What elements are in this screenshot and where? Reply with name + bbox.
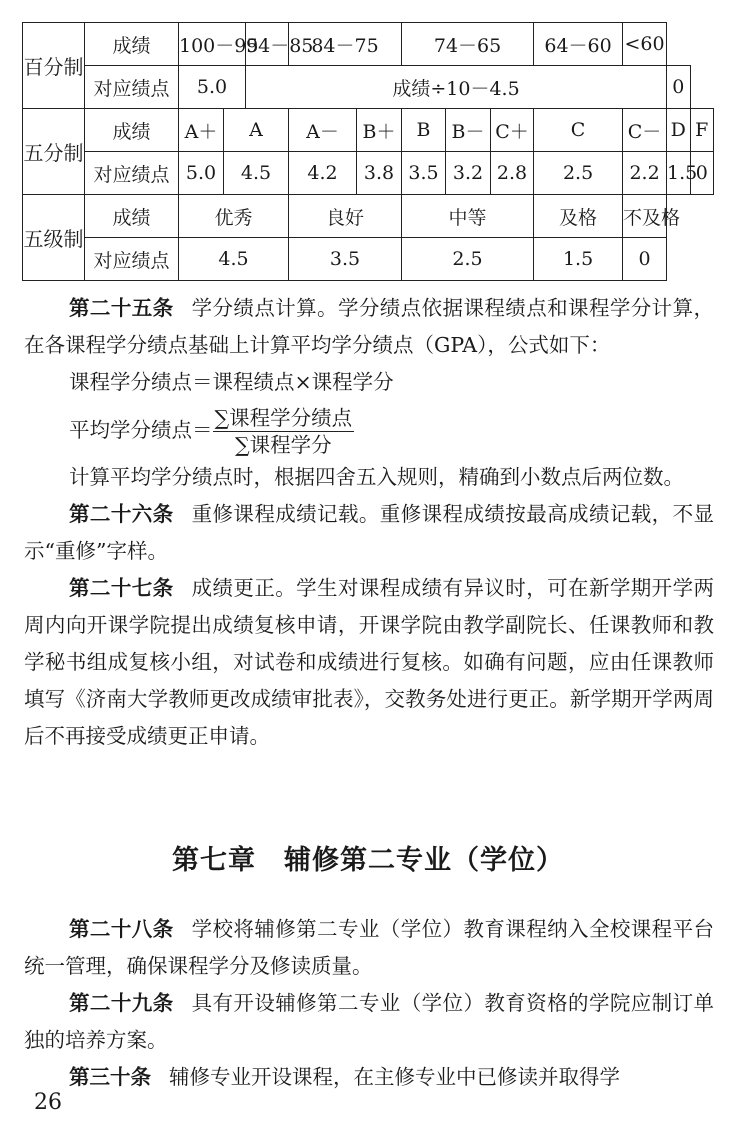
fraction-numerator: ∑课程学分绩点 bbox=[214, 406, 353, 430]
gpa-value: 0 bbox=[667, 66, 690, 109]
grade-cell: A＋ bbox=[179, 109, 224, 152]
score-label: 成绩 bbox=[85, 195, 179, 238]
article-body: 具有开设辅修第二专业（学位）教育资格的学院应制订单独的培养方案。 bbox=[24, 991, 715, 1052]
grade-cell: C bbox=[534, 109, 623, 152]
article-25-note: 计算平均学分绩点时，根据四舍五入规则，精确到小数点后两位数。 bbox=[69, 465, 684, 489]
article-body: 重修课程成绩记载。重修课程成绩按最高成绩记载，不显示“重修”字样。 bbox=[24, 502, 715, 563]
grade-cell: F bbox=[690, 109, 713, 152]
grade-cell: 优秀 bbox=[179, 195, 289, 238]
article-body: 学分绩点计算。学分绩点依据课程绩点和课程学分计算，在各课程学分绩点基础上计算平均学分绩点（GPA），公式如下： bbox=[24, 296, 715, 357]
article-number: 第三十条 bbox=[69, 1065, 151, 1089]
grade-cell: B bbox=[402, 109, 446, 152]
gpa-value: 2.8 bbox=[491, 152, 534, 195]
grade-cell: A－ bbox=[289, 109, 357, 152]
score-range: 100－95 bbox=[179, 23, 246, 66]
five-point-system-label: 五分制 bbox=[23, 109, 85, 195]
gpa-value: 4.5 bbox=[224, 152, 289, 195]
grade-cell: B－ bbox=[446, 109, 491, 152]
grade-cell: 中等 bbox=[402, 195, 534, 238]
grade-cell: 不及格 bbox=[623, 195, 667, 238]
gpa-label: 对应绩点 bbox=[85, 238, 179, 281]
formula-gpa bbox=[24, 401, 714, 459]
percent-system-label: 百分制 bbox=[23, 23, 85, 109]
article-25 bbox=[24, 290, 714, 364]
five-level-score-row bbox=[23, 195, 714, 238]
chapter-heading: 第七章 辅修第二专业（学位） bbox=[172, 845, 564, 876]
gpa-value: 2.2 bbox=[623, 152, 667, 195]
score-range: 74－65 bbox=[402, 23, 534, 66]
gpa-value: 5.0 bbox=[179, 66, 246, 109]
article-body: 成绩更正。学生对课程成绩有异议时，可在新学期开学两周内向开课学院提出成绩复核申请，开课学院由教学副院长、任课教师和教学秘书组成复核小组，对试卷和成绩进行复核。如确有问题，应由任课教师填写《济南大学教师更改成绩审批表》，交教务处进行更正。新学期开学两周后不再接受成绩更正申请。 bbox=[24, 576, 715, 748]
gpa-label: 对应绩点 bbox=[85, 152, 179, 195]
fraction bbox=[213, 405, 355, 458]
gpa-value: 4.5 bbox=[179, 238, 289, 281]
formula-gpa-left: 平均学分绩点＝ bbox=[69, 418, 213, 442]
article-number: 第二十八条 bbox=[69, 917, 174, 941]
gpa-value: 0 bbox=[623, 238, 667, 281]
score-range: <60 bbox=[623, 23, 667, 66]
five-level-gpa-row bbox=[23, 238, 714, 281]
gpa-value: 3.8 bbox=[357, 152, 402, 195]
score-range: 94－85 bbox=[246, 23, 289, 66]
grade-cell: A bbox=[224, 109, 289, 152]
gpa-value: 1.5 bbox=[667, 152, 690, 195]
grade-cell: 良好 bbox=[289, 195, 402, 238]
article-30 bbox=[24, 1059, 714, 1096]
grade-cell: C＋ bbox=[491, 109, 534, 152]
gpa-value: 1.5 bbox=[534, 238, 623, 281]
grade-conversion-table bbox=[22, 22, 714, 281]
gpa-value: 0 bbox=[690, 152, 713, 195]
article-body: 辅修专业开设课程，在主修专业中已修读并取得学 bbox=[169, 1065, 620, 1089]
score-label: 成绩 bbox=[85, 109, 179, 152]
grade-cell: B＋ bbox=[357, 109, 402, 152]
grade-cell: C－ bbox=[623, 109, 667, 152]
article-27 bbox=[24, 570, 714, 755]
article-28 bbox=[24, 911, 714, 985]
article-body: 学校将辅修第二专业（学位）教育课程纳入全校课程平台统一管理，确保课程学分及修读质量。 bbox=[24, 917, 715, 978]
grade-cell: D bbox=[667, 109, 690, 152]
article-number: 第二十五条 bbox=[69, 296, 174, 320]
gpa-value: 4.2 bbox=[289, 152, 357, 195]
formula-course-credit-points: 课程学分绩点＝课程绩点×课程学分 bbox=[69, 370, 394, 394]
percent-score-row bbox=[23, 23, 714, 66]
gpa-value: 2.5 bbox=[534, 152, 623, 195]
gpa-value: 2.5 bbox=[402, 238, 534, 281]
score-label: 成绩 bbox=[85, 23, 179, 66]
articles-28-30 bbox=[24, 911, 714, 1096]
article-number: 第二十九条 bbox=[69, 991, 174, 1015]
fraction-denominator: ∑课程学分 bbox=[235, 433, 332, 457]
gpa-formula: 成绩÷10－4.5 bbox=[246, 66, 667, 109]
article-number: 第二十七条 bbox=[69, 576, 174, 600]
five-point-score-row bbox=[23, 109, 714, 152]
grade-cell: 及格 bbox=[534, 195, 623, 238]
gpa-value: 3.5 bbox=[402, 152, 446, 195]
article-number: 第二十六条 bbox=[69, 502, 174, 526]
article-29 bbox=[24, 985, 714, 1059]
articles-25-27 bbox=[24, 290, 714, 755]
five-level-system-label: 五级制 bbox=[23, 195, 85, 281]
score-range: 64－60 bbox=[534, 23, 623, 66]
article-26 bbox=[24, 496, 714, 570]
five-point-gpa-row bbox=[23, 152, 714, 195]
page-number: 26 bbox=[34, 1090, 62, 1115]
gpa-value: 5.0 bbox=[179, 152, 224, 195]
score-range: 84－75 bbox=[289, 23, 402, 66]
gpa-value: 3.2 bbox=[446, 152, 491, 195]
gpa-value: 3.5 bbox=[289, 238, 402, 281]
percent-gpa-row bbox=[23, 66, 714, 109]
gpa-label: 对应绩点 bbox=[85, 66, 179, 109]
